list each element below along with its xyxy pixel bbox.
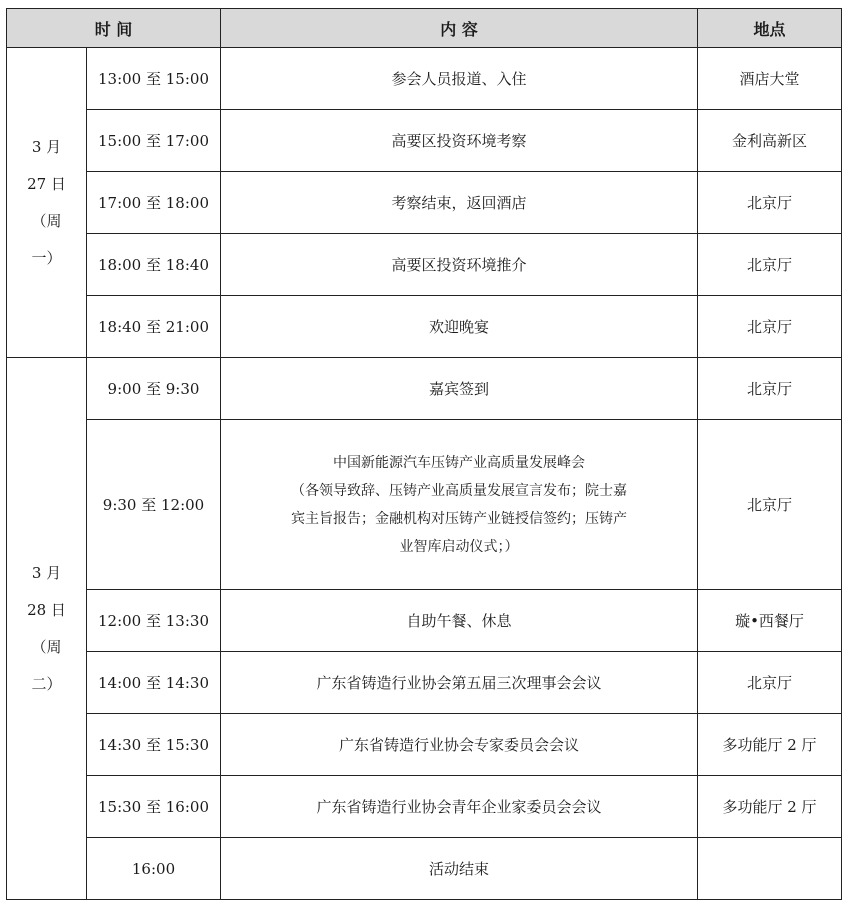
location-cell: 酒店大堂 bbox=[698, 48, 842, 110]
location-cell: 北京厅 bbox=[698, 652, 842, 714]
content-cell: 参会人员报道、入住 bbox=[221, 48, 698, 110]
header-row bbox=[7, 9, 842, 48]
content-cell: 广东省铸造行业协会第五届三次理事会会议 bbox=[221, 652, 698, 714]
summit-detail-line: （各领导致辞、压铸产业高质量发展宣言发布；院士嘉 bbox=[291, 482, 628, 499]
time-cell: 18:00 至 18:40 bbox=[87, 234, 221, 296]
table-row bbox=[7, 838, 842, 900]
day-cell-mar27 bbox=[7, 48, 87, 358]
day-date-line: （周 bbox=[31, 637, 62, 656]
table-row bbox=[7, 776, 842, 838]
time-cell: 15:00 至 17:00 bbox=[87, 110, 221, 172]
table-row bbox=[7, 714, 842, 776]
content-cell: 自助午餐、休息 bbox=[221, 590, 698, 652]
table-row bbox=[7, 172, 842, 234]
summit-title: 中国新能源汽车压铸产业高质量发展峰会 bbox=[333, 454, 586, 471]
table-row bbox=[7, 652, 842, 714]
time-cell: 9:30 至 12:00 bbox=[87, 420, 221, 590]
time-cell: 9:00 至 9:30 bbox=[87, 358, 221, 420]
time-cell: 14:30 至 15:30 bbox=[87, 714, 221, 776]
content-cell: 考察结束，返回酒店 bbox=[221, 172, 698, 234]
location-cell: 北京厅 bbox=[698, 420, 842, 590]
day-date-line: 二） bbox=[31, 674, 62, 693]
content-cell: 欢迎晚宴 bbox=[221, 296, 698, 358]
summit-detail-line: 业智库启动仪式；） bbox=[399, 538, 519, 555]
header-content: 内 容 bbox=[221, 9, 698, 48]
content-cell: 高要区投资环境推介 bbox=[221, 234, 698, 296]
location-cell bbox=[698, 838, 842, 900]
day-date-line: 3 月 bbox=[31, 563, 62, 582]
day-date-line: 27 日 bbox=[27, 174, 66, 193]
table-row bbox=[7, 358, 842, 420]
location-cell: 北京厅 bbox=[698, 358, 842, 420]
content-cell: 广东省铸造行业协会专家委员会会议 bbox=[221, 714, 698, 776]
time-cell: 15:30 至 16:00 bbox=[87, 776, 221, 838]
table-row bbox=[7, 296, 842, 358]
schedule-table bbox=[6, 8, 842, 900]
location-cell: 北京厅 bbox=[698, 296, 842, 358]
content-cell-summit bbox=[221, 420, 698, 590]
location-cell: 北京厅 bbox=[698, 172, 842, 234]
day-date-line: （周 bbox=[31, 211, 62, 230]
day-date-line: 3 月 bbox=[31, 137, 62, 156]
location-cell: 北京厅 bbox=[698, 234, 842, 296]
content-cell: 嘉宾签到 bbox=[221, 358, 698, 420]
location-cell: 金利高新区 bbox=[698, 110, 842, 172]
day-date-line: 一） bbox=[31, 248, 62, 267]
location-cell: 璇•西餐厅 bbox=[698, 590, 842, 652]
header-time: 时 间 bbox=[7, 9, 221, 48]
content-cell: 活动结束 bbox=[221, 838, 698, 900]
table-row bbox=[7, 110, 842, 172]
location-cell: 多功能厅 2 厅 bbox=[698, 714, 842, 776]
content-cell: 高要区投资环境考察 bbox=[221, 110, 698, 172]
time-cell: 17:00 至 18:00 bbox=[87, 172, 221, 234]
summit-detail-line: 宾主旨报告；金融机构对压铸产业链授信签约；压铸产 bbox=[291, 510, 628, 527]
day-date-line: 28 日 bbox=[27, 600, 66, 619]
table-row bbox=[7, 234, 842, 296]
location-cell: 多功能厅 2 厅 bbox=[698, 776, 842, 838]
time-cell: 18:40 至 21:00 bbox=[87, 296, 221, 358]
content-cell: 广东省铸造行业协会青年企业家委员会会议 bbox=[221, 776, 698, 838]
time-cell: 14:00 至 14:30 bbox=[87, 652, 221, 714]
header-location: 地点 bbox=[698, 9, 842, 48]
table-row bbox=[7, 420, 842, 590]
table-row bbox=[7, 48, 842, 110]
table-row bbox=[7, 590, 842, 652]
day-cell-mar28 bbox=[7, 358, 87, 900]
time-cell: 13:00 至 15:00 bbox=[87, 48, 221, 110]
time-cell: 16:00 bbox=[87, 838, 221, 900]
time-cell: 12:00 至 13:30 bbox=[87, 590, 221, 652]
